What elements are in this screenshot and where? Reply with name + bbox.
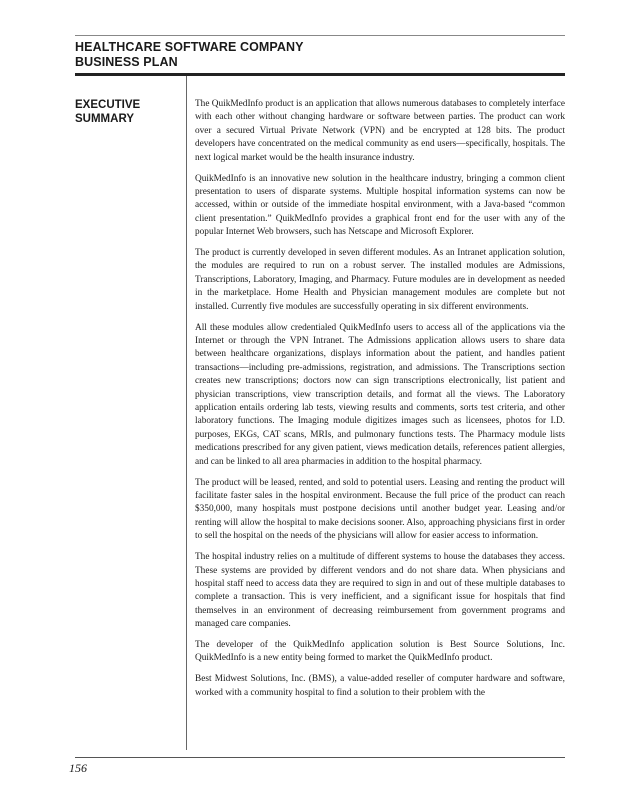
- paragraph: The product is currently developed in seven different modules. As an Intranet application solution, the modules are required to run on a robust server. The installed modules are Admissions, Transcriptions, Laboratory, Imaging, and Pharmacy. Future modules are in development as needed in the marketplace. Home Health and Physician management modules are complete but not installed. Currently five modules are successfully operating in six different environments.: [195, 248, 565, 312]
- body-text: [195, 98, 565, 708]
- header-title-line2: BUSINESS PLAN: [75, 55, 178, 69]
- paragraph: The QuikMedInfo product is an application that allows numerous databases to completely interface with each other without changing hardware or software between parties. The product can work over a secured Virtual Private Network (VPN) and be encrypted at 128 bits. The product developers have concentrated on the medical community as end users—specifically, hospitals. The next logical market would be the health insurance industry.: [195, 99, 565, 163]
- top-rule: [75, 35, 565, 36]
- paragraph: All these modules allow credentialed QuikMedInfo users to access all of the applications via the Internet or through the VPN Intranet. The Admissions application allows users to share data between healthcare organizations, displays information about the patient, and handles patient transactions—including pre-admissions, registration, and admissions. The Transcriptions section creates new transcriptions; doctors now can sign transcriptions electronically, list patient and physician transcriptions, view transcription details, and format all the views. The Laboratory application entails ordering lab tests, viewing results and comments, sorts test criteria, and other laboratory functions. The Imaging module digitizes images such as licensees, photos for I.D. purposes, EKGs, CAT scans, MRIs, and pulmonary functions tests. The Pharmacy module lists medications prescribed for any given patient, views medication details, references patient allergies, and can be linked to all area pharmacies in addition to the hospital pharmacy.: [195, 322, 565, 467]
- footer-rule: [75, 757, 565, 758]
- page-header: [75, 40, 304, 70]
- paragraph: Best Midwest Solutions, Inc. (BMS), a value-added reseller of computer hardware and software, worked with a community hospital to find a solution to their problem with the: [195, 674, 565, 698]
- header-title-line1: HEALTHCARE SOFTWARE COMPANY: [75, 40, 304, 54]
- section-label-line2: SUMMARY: [75, 113, 134, 125]
- paragraph: The product will be leased, rented, and sold to potential users. Leasing and renting the product will facilitate faster sales in the hospital environment. Because the full price of the product can reach $350,000, many hospitals must postpone decisions until another budget year. Leasing and/or renting will allow the hospital to make decisions sooner. Also, approaching physicians first in order to sell the hospital on the needs of the physicians will allow for easier access to information.: [195, 477, 565, 542]
- paragraph: The hospital industry relies on a multitude of different systems to house the databases they access. These systems are provided by different vendors and do not share data. When physicians and hospital staff need to access data they are required to sign in and out of these multiple databases to complete a transaction. This is very inefficient, and a significant issue for hospitals that find themselves in an environment of decreasing reimbursement from government programs and managed care companies.: [195, 552, 565, 630]
- section-label-line1: EXECUTIVE: [75, 99, 141, 111]
- section-label: [75, 98, 140, 126]
- page-number: 156: [69, 761, 87, 775]
- column-divider: [186, 76, 187, 750]
- header-divider: [75, 73, 565, 76]
- paragraph: The developer of the QuikMedInfo application solution is Best Source Solutions, Inc. QuikMedInfo is a new entity being formed to market the QuikMedInfo product.: [195, 640, 565, 664]
- paragraph: QuikMedInfo is an innovative new solution in the healthcare industry, bringing a common client presentation to users of disparate systems. Multiple hospital information systems can now be accessed, within or outside of the immediate hospital environment, with a Java-based “common client presentation.” QuikMedInfo provides a graphical front end for the user with any of the popular Internet Web browsers, such has Netscape and Microsoft Explorer.: [195, 173, 565, 238]
